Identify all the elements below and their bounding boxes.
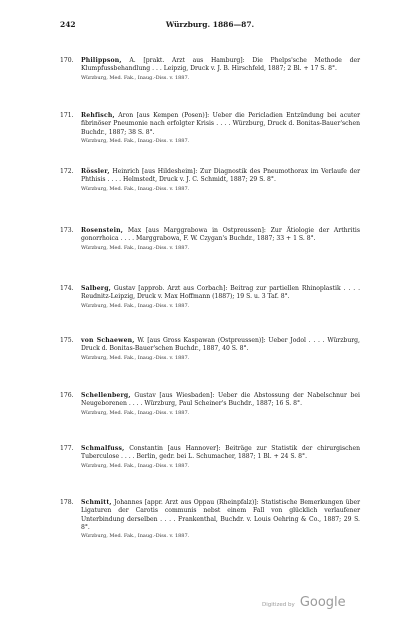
list-item [60,445,360,470]
digitized-by-label: Digitized by [262,602,295,608]
entry-text [81,168,360,185]
entry-number: 177. [60,445,74,452]
author-name: Rössler, [81,168,110,175]
entry-text [81,499,360,532]
entry-text [81,57,360,74]
list-item [60,57,360,82]
entry-body: Johannes [appr. Arzt aus Oppau (Rheinpfalz)]: Statistische Bemerkungen über Ligaturen der Carotis communis nebst einem Fall von glücklich verlaufener Unterbindung derselben . . . . Frankenthal, Buchdr. v. Louis Oehring & Co., 1887; 29 S. 8°. [81,499,360,531]
entry-body: Gustav [approb. Arzt aus Corbach]: Beitrag zur partiellen Rhinoplastik . . . . Reudnitz-Leipzig, Druck v. Max Hoffmann (1887); 19 S. u. 3 Taf. 8°. [81,285,360,301]
entry-number: 175. [60,337,74,344]
author-name: Salberg, [81,285,111,292]
entry-note: Würzburg, Med. Fak., Inaug.-Diss. v. 1887. [81,74,190,81]
list-item [60,227,360,252]
author-name: Schellenberg, [81,392,131,399]
entry-note: Würzburg, Med. Fak., Inaug.-Diss. v. 1887. [81,462,190,469]
entry-text [81,337,360,354]
entry-body: Constantin [aus Hannover]: Beiträge zur Statistik der chirurgischen Tuberculose . . . . Berlin, gedr. bei L. Schumacher, 1887; 1 Bl. + 24 S. 8°. [81,445,360,461]
entry-text [81,445,360,462]
author-name: Philippson, [81,57,122,64]
entry-note: Würzburg, Med. Fak., Inaug.-Diss. v. 1887. [81,185,190,192]
page-number: 242 [60,20,76,29]
entry-text [81,392,360,409]
entry-text [81,285,360,302]
entry-number: 176. [60,392,74,399]
list-item [60,337,360,362]
entry-note: Würzburg, Med. Fak., Inaug.-Diss. v. 1887. [81,354,190,361]
running-title: Würzburg. 1886—87. [165,20,255,29]
list-item [60,285,360,310]
entry-text [81,227,360,244]
entry-number: 172. [60,168,74,175]
entry-note: Würzburg, Med. Fak., Inaug.-Diss. v. 1887. [81,302,190,309]
entry-body: Gustav [aus Wiesbaden]: Ueber die Abstossung der Nabelschnur bei Neugeborenen . . . . Würzburg, Paul Scheiner's Buchdr., 1887; 16 S. 8°. [81,392,360,408]
entry-number: 174. [60,285,74,292]
author-name: von Schaewen, [81,337,135,344]
google-logo: Google [299,595,346,610]
list-item [60,392,360,417]
entry-number: 171. [60,112,74,119]
entry-body: Max [aus Marggrabowa in Ostpreussen]: Zur Ätiologie der Arthritis gonorrhoica . . . . Marggrabowa, F. W. Czygan's Buchdr., 1887; 33 + 1 S. 8°. [81,227,360,243]
entry-note: Würzburg, Med. Fak., Inaug.-Diss. v. 1887. [81,244,190,251]
author-name: Rehfisch, [81,112,115,119]
entry-body: Heinrich [aus Hildesheim]: Zur Diagnostik des Pneumothorax im Verlaufe der Phthisis . . . . Helmstedt, Druck v. J. C. Schmidt, 1887; 29 S. 8°. [81,168,360,184]
author-name: Schmalfuss, [81,445,125,452]
list-item [60,112,360,145]
entry-body: Aron [aus Kempen (Posen)]: Ueber die Pericladien Entzündung bei acuter fibrinöser Pneumonie nach erfolgter Krisis . . . . Würzburg, Druck d. Bonitas-Bauer'schen Buchdr., 1887; 38 S. 8°. [81,112,360,136]
author-name: Schmitt, [81,499,112,506]
entry-number: 173. [60,227,74,234]
entry-number: 170. [60,57,74,64]
entry-body: W. [aus Gross Kaspawan (Ostpreussen)]: Ueber Jodol . . . . Würzburg, Druck d. Bonitas-Bauer'schen Buchdr., 1887, 40 S. 8°. [81,337,360,353]
entry-body: A. [prakt. Arzt aus Hamburg]: Die Phelps'sche Methode der Klumpfussbehandlung . . . Leipzig, Druck v. J. B. Hirschfeld, 1887; 2 Bl. + 17 S. 8°. [81,57,360,73]
entry-text [81,112,360,137]
entry-number: 178. [60,499,74,506]
digitized-by-google-watermark [262,591,346,610]
entry-note: Würzburg, Med. Fak., Inaug.-Diss. v. 1887. [81,409,190,416]
entry-note: Würzburg, Med. Fak., Inaug.-Diss. v. 1887. [81,137,190,144]
entry-note: Würzburg, Med. Fak., Inaug.-Diss. v. 1887. [81,533,190,540]
list-item [60,168,360,193]
list-item [60,499,360,540]
author-name: Rosenstein, [81,227,124,234]
